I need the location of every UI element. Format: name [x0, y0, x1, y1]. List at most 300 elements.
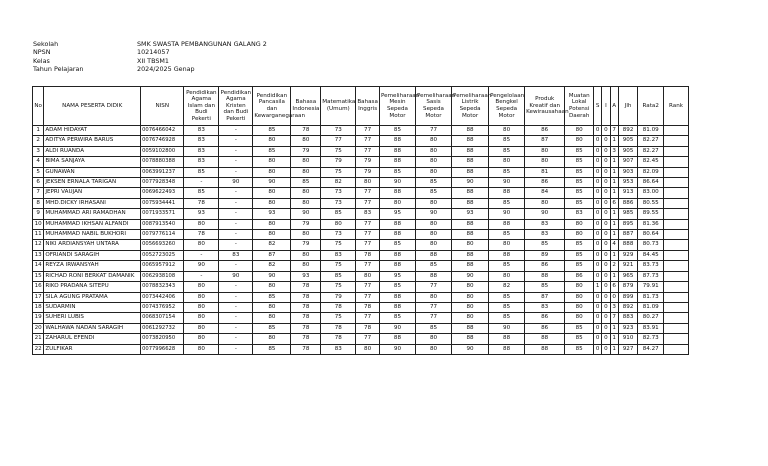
table-cell: 84.27: [638, 344, 664, 354]
table-cell: 80: [253, 230, 291, 240]
table-cell: 85: [379, 282, 415, 292]
table-cell: [664, 334, 689, 344]
table-cell: 0: [594, 240, 602, 250]
table-cell: 82.27: [638, 146, 664, 156]
col-inggris-header: Bahasa Inggris: [356, 87, 380, 126]
table-cell: 90: [452, 271, 489, 281]
table-cell: 0: [594, 302, 602, 312]
info-label: Sekolah: [33, 40, 59, 48]
table-cell: 0079776114: [141, 230, 184, 240]
table-cell: JEPRI VAUJAN: [44, 188, 141, 198]
table-cell: 0077928348: [141, 178, 184, 188]
table-cell: 85: [291, 178, 321, 188]
table-cell: 79: [321, 157, 356, 167]
table-cell: 88: [489, 219, 525, 229]
table-cell: 85: [253, 126, 291, 136]
table-cell: 88: [452, 146, 489, 156]
table-cell: 90: [489, 323, 525, 333]
table-cell: 0068307154: [141, 313, 184, 323]
table-cell: 80: [253, 136, 291, 146]
table-cell: 14: [33, 261, 44, 271]
table-cell: 90: [452, 344, 489, 354]
table-cell: 80: [415, 167, 451, 177]
table-cell: 73: [321, 230, 356, 240]
table-cell: 90: [452, 178, 489, 188]
table-cell: 80: [184, 240, 219, 250]
table-cell: 88: [489, 188, 525, 198]
table-cell: 80: [525, 157, 565, 167]
table-cell: 80: [379, 198, 415, 208]
table-cell: 879: [618, 282, 638, 292]
table-cell: 888: [618, 240, 638, 250]
table-cell: 7: [610, 313, 618, 323]
table-cell: 88: [379, 334, 415, 344]
table-cell: 85: [525, 240, 565, 250]
table-cell: 79: [291, 219, 321, 229]
table-cell: -: [184, 250, 219, 260]
table-cell: 88: [379, 146, 415, 156]
table-cell: 80.55: [638, 198, 664, 208]
table-cell: 80: [565, 230, 594, 240]
table-cell: 80: [452, 302, 489, 312]
table-cell: 80: [321, 219, 356, 229]
table-cell: 0: [594, 209, 602, 219]
table-cell: 77: [356, 198, 380, 208]
table-cell: 86.64: [638, 178, 664, 188]
table-cell: 80.73: [638, 240, 664, 250]
table-cell: 80: [415, 136, 451, 146]
table-cell: 83: [565, 209, 594, 219]
table-cell: [664, 167, 689, 177]
table-cell: 85: [489, 261, 525, 271]
table-cell: 83: [184, 126, 219, 136]
table-cell: 82: [321, 178, 356, 188]
table-cell: 85: [489, 230, 525, 240]
table-cell: 79: [321, 292, 356, 302]
table-cell: -: [219, 334, 253, 344]
table-cell: 0: [602, 323, 610, 333]
table-cell: 88: [379, 188, 415, 198]
table-cell: RIKO PRADANA SITEPU: [44, 282, 141, 292]
col-indonesia-header: Bahasa Indonesia: [291, 87, 321, 126]
table-cell: 80: [452, 240, 489, 250]
table-cell: 77: [356, 334, 380, 344]
table-cell: 81.36: [638, 219, 664, 229]
table-cell: 77: [356, 230, 380, 240]
table-cell: 0061292732: [141, 323, 184, 333]
col-jlh-header: Jlh: [618, 87, 638, 126]
table-cell: 921: [618, 261, 638, 271]
table-cell: 90: [219, 178, 253, 188]
info-value: 2024/2025 Genap: [137, 65, 195, 74]
table-cell: 80: [184, 334, 219, 344]
table-cell: 80: [253, 334, 291, 344]
table-cell: 75: [321, 167, 356, 177]
table-cell: 0: [610, 292, 618, 302]
table-cell: -: [219, 219, 253, 229]
table-cell: [664, 230, 689, 240]
table-cell: 83: [219, 250, 253, 260]
col-nisn-header: NISN: [141, 87, 184, 126]
table-cell: 73: [321, 126, 356, 136]
table-cell: -: [219, 240, 253, 250]
table-cell: 85: [415, 178, 451, 188]
table-cell: 78: [356, 302, 380, 312]
table-cell: -: [219, 313, 253, 323]
table-cell: 88: [489, 344, 525, 354]
table-cell: 77: [356, 240, 380, 250]
table-cell: 80: [253, 313, 291, 323]
table-cell: 79: [291, 146, 321, 156]
table-cell: 89.55: [638, 209, 664, 219]
table-cell: 80: [415, 219, 451, 229]
table-cell: 75: [321, 261, 356, 271]
table-cell: 0062938108: [141, 271, 184, 281]
table-cell: 12: [33, 240, 44, 250]
table-cell: 1: [610, 219, 618, 229]
table-cell: 0: [602, 126, 610, 136]
table-cell: 90: [379, 178, 415, 188]
table-cell: 4: [610, 240, 618, 250]
table-cell: 16: [33, 282, 44, 292]
table-cell: 85: [415, 261, 451, 271]
table-cell: 90: [253, 271, 291, 281]
table-cell: 93: [452, 209, 489, 219]
table-cell: 83.91: [638, 323, 664, 333]
table-cell: 77: [356, 292, 380, 302]
table-cell: 87: [525, 136, 565, 146]
col-mesin-header: Pemeliharaan Mesin Sepeda Motor: [379, 87, 415, 126]
table-cell: 6: [610, 198, 618, 208]
table-cell: 88: [452, 219, 489, 229]
table-cell: 0075934441: [141, 198, 184, 208]
table-cell: 80: [565, 282, 594, 292]
col-pancasila-header: Pendidikan Pancasila dan Kewarganegaraan: [253, 87, 291, 126]
table-cell: 0: [594, 198, 602, 208]
table-cell: -: [219, 282, 253, 292]
table-cell: 88: [452, 136, 489, 146]
table-cell: 80: [415, 198, 451, 208]
table-cell: 0: [594, 219, 602, 229]
table-cell: JEKSEN ERNALA TARIGAN: [44, 178, 141, 188]
table-cell: BIMA SANJAYA: [44, 157, 141, 167]
col-bengkel-header: Pengelolaan Bengkel Sepeda Motor: [489, 87, 525, 126]
table-cell: 85: [184, 167, 219, 177]
table-cell: 88: [452, 261, 489, 271]
table-row: [33, 334, 689, 344]
table-cell: 80: [291, 198, 321, 208]
table-cell: ALDI RUANDA: [44, 146, 141, 156]
table-cell: 19: [33, 313, 44, 323]
table-cell: 899: [618, 292, 638, 302]
table-cell: 0: [594, 292, 602, 302]
table-cell: 90: [219, 271, 253, 281]
table-cell: 83: [184, 157, 219, 167]
table-cell: 85: [489, 136, 525, 146]
table-cell: 75: [321, 146, 356, 156]
info-value: SMK SWASTA PEMBANGUNAN GALANG 2: [137, 40, 267, 48]
table-cell: 0073820950: [141, 334, 184, 344]
table-cell: 1: [33, 126, 44, 136]
table-cell: 895: [618, 219, 638, 229]
table-cell: 90: [415, 209, 451, 219]
table-cell: 1: [594, 282, 602, 292]
table-cell: 80: [291, 230, 321, 240]
table-cell: 81.09: [638, 302, 664, 312]
table-cell: 78: [291, 323, 321, 333]
table-row: [33, 250, 689, 260]
table-cell: 1: [610, 188, 618, 198]
info-label: Tahun Pelajaran: [33, 65, 84, 74]
table-cell: 80.27: [638, 313, 664, 323]
table-cell: 0063991237: [141, 167, 184, 177]
table-cell: 0076746928: [141, 136, 184, 146]
table-cell: [664, 344, 689, 354]
table-cell: 88: [525, 344, 565, 354]
table-row: [33, 282, 689, 292]
table-cell: 88: [452, 157, 489, 167]
table-cell: 95: [379, 271, 415, 281]
table-cell: 1: [610, 167, 618, 177]
table-cell: 80: [415, 240, 451, 250]
table-cell: 86: [525, 126, 565, 136]
table-cell: [664, 250, 689, 260]
table-cell: NIKI ARDIANSYAH UNTARA: [44, 240, 141, 250]
table-cell: 78: [291, 334, 321, 344]
table-cell: 93: [291, 271, 321, 281]
table-cell: 83.00: [638, 188, 664, 198]
table-cell: 80: [184, 313, 219, 323]
table-cell: 78: [291, 313, 321, 323]
table-cell: 80: [291, 250, 321, 260]
table-cell: 929: [618, 250, 638, 260]
table-cell: 79.91: [638, 282, 664, 292]
table-cell: 80: [489, 271, 525, 281]
col-i-header: I: [602, 87, 610, 126]
table-cell: 95: [379, 209, 415, 219]
table-cell: 80: [415, 157, 451, 167]
table-row: [33, 230, 689, 240]
table-cell: 80: [525, 146, 565, 156]
table-cell: 85: [489, 292, 525, 302]
table-cell: 83: [184, 146, 219, 156]
table-cell: 0: [602, 334, 610, 344]
table-cell: -: [219, 261, 253, 271]
table-cell: 7: [610, 126, 618, 136]
table-cell: 85: [525, 282, 565, 292]
table-cell: 78: [356, 250, 380, 260]
table-cell: 85: [379, 126, 415, 136]
table-cell: 883: [618, 313, 638, 323]
table-cell: 80: [565, 302, 594, 312]
table-row: [33, 188, 689, 198]
table-cell: 1: [610, 157, 618, 167]
table-cell: 2: [33, 136, 44, 146]
table-cell: 90: [379, 323, 415, 333]
table-cell: 87: [525, 292, 565, 302]
table-cell: 0: [602, 240, 610, 250]
info-row: [33, 40, 267, 48]
table-cell: 80: [525, 198, 565, 208]
info-row: [33, 48, 267, 56]
table-cell: 85: [565, 250, 594, 260]
table-cell: 85: [321, 209, 356, 219]
table-cell: 85: [565, 146, 594, 156]
grades-body: [33, 126, 689, 355]
table-cell: 93: [253, 209, 291, 219]
table-row: [33, 136, 689, 146]
table-cell: ZAHARUL EFENDI: [44, 334, 141, 344]
table-cell: 85: [565, 157, 594, 167]
table-cell: 78: [356, 323, 380, 333]
table-cell: 0052723025: [141, 250, 184, 260]
table-row: [33, 209, 689, 219]
table-cell: 73: [321, 188, 356, 198]
table-cell: 892: [618, 126, 638, 136]
table-cell: 0: [594, 157, 602, 167]
table-cell: [664, 209, 689, 219]
table-cell: 79: [356, 157, 380, 167]
table-row: [33, 146, 689, 156]
col-agama-kristen-header: Pendidikan Agama Kristen dan Budi Pekerti: [219, 87, 253, 126]
table-cell: 0: [602, 271, 610, 281]
table-cell: 80: [253, 198, 291, 208]
table-cell: 0056693260: [141, 240, 184, 250]
table-cell: 88: [379, 219, 415, 229]
table-cell: 0: [594, 146, 602, 156]
table-cell: -: [219, 302, 253, 312]
table-cell: 88: [379, 250, 415, 260]
table-cell: 89: [525, 250, 565, 260]
table-cell: 85: [489, 167, 525, 177]
table-cell: 85: [253, 323, 291, 333]
table-cell: 85: [184, 188, 219, 198]
table-cell: 83.73: [638, 261, 664, 271]
table-cell: 80: [253, 167, 291, 177]
table-cell: 81: [525, 167, 565, 177]
table-row: [33, 292, 689, 302]
table-cell: 85: [565, 188, 594, 198]
table-cell: 88: [452, 250, 489, 260]
table-cell: [664, 240, 689, 250]
table-cell: 17: [33, 292, 44, 302]
table-cell: MUHAMMAD IKHSAN ALFANDI: [44, 219, 141, 229]
table-cell: 913: [618, 188, 638, 198]
table-cell: 3: [33, 146, 44, 156]
table-cell: 2: [610, 261, 618, 271]
table-cell: 78: [291, 344, 321, 354]
table-cell: -: [219, 344, 253, 354]
table-cell: 77: [356, 146, 380, 156]
table-cell: 15: [33, 271, 44, 281]
table-cell: 90: [489, 178, 525, 188]
table-cell: 85: [565, 178, 594, 188]
table-cell: 85: [415, 188, 451, 198]
table-cell: 0: [602, 250, 610, 260]
col-s-header: S: [594, 87, 602, 126]
table-cell: OFRIANDI SARAGIH: [44, 250, 141, 260]
table-cell: 85: [565, 240, 594, 250]
table-cell: 77: [321, 136, 356, 146]
table-cell: 88: [379, 302, 415, 312]
table-cell: 93: [184, 209, 219, 219]
table-cell: 21: [33, 334, 44, 344]
table-cell: 1: [610, 209, 618, 219]
table-cell: -: [219, 136, 253, 146]
table-cell: 6: [33, 178, 44, 188]
table-cell: 83: [525, 302, 565, 312]
table-cell: REYZA IRWANSYAH: [44, 261, 141, 271]
table-cell: [664, 188, 689, 198]
table-cell: 80: [356, 271, 380, 281]
table-cell: 0: [594, 334, 602, 344]
table-cell: 75: [321, 240, 356, 250]
info-value: 10214057: [137, 48, 170, 57]
table-cell: -: [219, 188, 253, 198]
table-cell: 88: [525, 334, 565, 344]
table-cell: 83: [321, 344, 356, 354]
table-cell: 78: [321, 302, 356, 312]
table-cell: 86: [525, 178, 565, 188]
table-cell: SUHERI LUBIS: [44, 313, 141, 323]
table-cell: 965: [618, 271, 638, 281]
table-cell: 85: [565, 344, 594, 354]
table-cell: 0: [602, 344, 610, 354]
table-cell: 80: [291, 157, 321, 167]
table-cell: 85: [565, 261, 594, 271]
table-cell: 88: [415, 250, 451, 260]
table-cell: 82: [253, 240, 291, 250]
info-value: XII TBSM1: [137, 56, 169, 65]
table-cell: 80: [452, 313, 489, 323]
table-row: [33, 157, 689, 167]
table-cell: -: [219, 126, 253, 136]
col-agama-islam-header: Pendidikan Agama Islam dan Budi Pekerti: [184, 87, 219, 126]
table-cell: 80: [184, 302, 219, 312]
table-cell: 90: [525, 209, 565, 219]
table-cell: -: [219, 292, 253, 302]
table-cell: 86: [525, 313, 565, 323]
table-cell: 903: [618, 167, 638, 177]
table-cell: [664, 146, 689, 156]
table-cell: 0: [602, 230, 610, 240]
table-cell: 0074376952: [141, 302, 184, 312]
table-row: [33, 198, 689, 208]
table-cell: 78: [321, 323, 356, 333]
table-cell: 85: [253, 146, 291, 156]
table-cell: SILA AGUNG PRATAMA: [44, 292, 141, 302]
table-cell: 79: [291, 240, 321, 250]
table-cell: 82.09: [638, 167, 664, 177]
table-cell: 83: [321, 250, 356, 260]
col-matematika-header: Matematika (Umum): [321, 87, 356, 126]
table-cell: 13: [33, 250, 44, 260]
table-cell: RICHAD RONI BERKAT DAMANIK: [44, 271, 141, 281]
table-cell: -: [219, 198, 253, 208]
table-cell: 80: [565, 313, 594, 323]
table-cell: 4: [33, 157, 44, 167]
table-cell: 80: [356, 178, 380, 188]
table-cell: 80: [184, 323, 219, 333]
table-cell: MUHAMMAD NABIL BUKHORI: [44, 230, 141, 240]
table-cell: MHD.DICKY IRHASANI: [44, 198, 141, 208]
table-cell: 905: [618, 146, 638, 156]
table-cell: -: [184, 271, 219, 281]
table-cell: 88: [452, 126, 489, 136]
table-cell: 0071933571: [141, 209, 184, 219]
table-cell: 80: [415, 292, 451, 302]
table-cell: 79: [356, 167, 380, 177]
